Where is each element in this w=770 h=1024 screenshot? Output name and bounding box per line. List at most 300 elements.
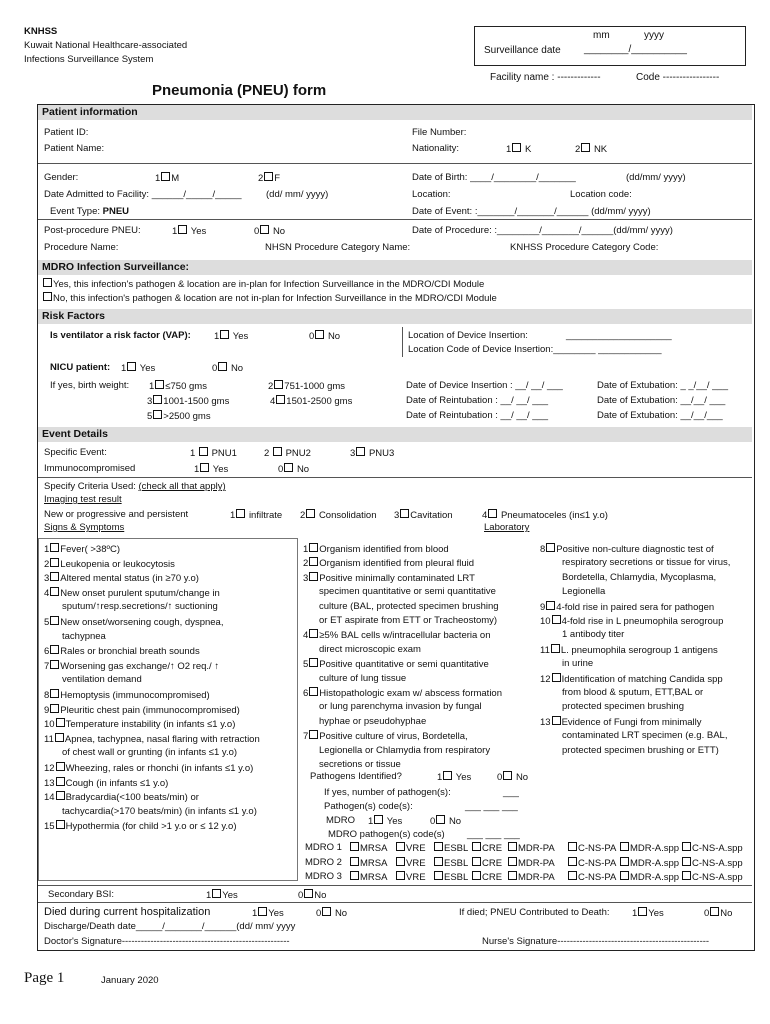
imaging-pneumatoceles-option[interactable]: 4 Pneumatoceles (in≤1 y.o): [482, 510, 608, 521]
list-item[interactable]: [44, 572, 199, 584]
mdro-option[interactable]: [395, 871, 426, 883]
nationality-label: Nationality:: [412, 143, 459, 154]
mdro-option[interactable]: [471, 857, 502, 869]
checkbox-icon: [218, 362, 227, 371]
list-item[interactable]: [303, 572, 475, 584]
date-extubation-1-field[interactable]: Date of Extubation: _ _/__/ ___: [597, 380, 728, 391]
checkbox-icon[interactable]: [309, 572, 318, 581]
new-progressive-label: New or progressive and persistent: [44, 509, 189, 520]
item-number: 12: [540, 673, 551, 685]
date-of-procedure-field[interactable]: Date of Procedure: :________/_______/______(dd/mm/ yyyy): [412, 225, 673, 236]
mdro-option[interactable]: [471, 842, 502, 854]
item-label: Hypothermia (for child >1 y.o or ≤ 12 y.o): [65, 821, 237, 833]
item-label: Altered mental status (in ≥70 y.o): [60, 573, 199, 585]
list-item: [62, 674, 142, 685]
item-number: 2: [303, 558, 309, 570]
list-item: [562, 572, 716, 583]
doctor-signature-field[interactable]: Doctor's Signature-----------------------------------------------------: [44, 936, 290, 947]
item-label: protected specimen brushing: [562, 701, 684, 713]
post-procedure-yes-option[interactable]: 1 Yes: [172, 226, 207, 237]
divider: [38, 885, 752, 886]
date-device-insertion-field[interactable]: Date of Device Insertion : __/ __/ ___: [406, 380, 563, 391]
list-item[interactable]: [540, 543, 714, 555]
list-item[interactable]: [540, 673, 723, 685]
died-label: Died during current hospitalization: [44, 906, 211, 918]
mdro-yes-option[interactable]: 1 Yes: [368, 816, 403, 827]
checkbox-icon: [273, 447, 282, 456]
mdro-no-option[interactable]: 0 No: [430, 816, 462, 827]
list-item: [562, 586, 605, 597]
item-number: 8: [44, 690, 50, 701]
list-item[interactable]: [44, 645, 200, 657]
list-item[interactable]: [44, 558, 175, 570]
mdro-option[interactable]: [619, 842, 679, 854]
checkbox-icon: [620, 857, 629, 866]
list-item[interactable]: [44, 777, 168, 789]
mdro-no-option[interactable]: No, this infection's pathogen & location are not in-plan for Infection Surveillance in the MDRO/CDI Module: [42, 292, 497, 304]
checkbox-icon[interactable]: [56, 777, 65, 786]
post-procedure-no-option[interactable]: 0 No: [254, 226, 286, 237]
procedure-name-field[interactable]: Procedure Name:: [44, 242, 119, 253]
item-label: Apnea, tachypnea, nasal flaring with retraction: [64, 733, 260, 745]
checkbox-icon: [260, 225, 269, 234]
list-item[interactable]: [44, 587, 220, 599]
checkbox-icon: [436, 815, 445, 824]
item-label: secretions or tissue: [319, 759, 401, 770]
checkbox-icon: [472, 871, 481, 880]
checkbox-icon[interactable]: [309, 687, 318, 696]
item-label: direct microscopic exam: [319, 643, 421, 655]
footer-date: January 2020: [101, 975, 159, 986]
section-patient-info: Patient information: [38, 105, 752, 120]
checkbox-icon: [638, 907, 647, 916]
section-risk-factors: Risk Factors: [38, 309, 752, 324]
checkbox-icon[interactable]: [50, 558, 59, 567]
checkbox-icon[interactable]: [551, 644, 560, 653]
checkbox-icon[interactable]: [55, 733, 64, 742]
checkbox-icon[interactable]: [552, 615, 561, 624]
mdro-codes-label: MDRO pathogen(s) code(s): [328, 829, 445, 840]
list-item: [562, 687, 703, 698]
checkbox-icon[interactable]: [50, 616, 59, 625]
pathogen-codes-label: Pathogen(s) code(s):: [324, 801, 413, 812]
mdro-option[interactable]: [433, 871, 468, 883]
item-label: Rales or bronchial breath sounds: [60, 646, 200, 658]
file-number-field[interactable]: File Number:: [412, 127, 467, 138]
laboratory-heading: Laboratory: [484, 522, 530, 533]
knhss-category-field[interactable]: KNHSS Procedure Category Code:: [510, 242, 659, 253]
list-item[interactable]: [540, 716, 702, 728]
nurse-signature-field[interactable]: Nurse's Signature------------------------------------------------: [482, 936, 710, 947]
pathogens-no-option[interactable]: 0 No: [497, 772, 529, 783]
item-label: 4-fold rise in paired sera for pathogen: [556, 601, 715, 613]
mdro-option-label: ESBL: [444, 872, 469, 883]
weight-option-1[interactable]: 1 ≤750 gms: [149, 381, 207, 392]
item-number: 13: [540, 716, 551, 728]
date-reintubation-1-field[interactable]: Date of Reintubation : __/ __/ ___: [406, 395, 549, 406]
item-label: ≥5% BAL cells w/intracellular bacteria on: [319, 630, 491, 642]
mdro-option[interactable]: [395, 857, 426, 869]
checkbox-icon[interactable]: [50, 660, 59, 669]
mdro-row-label: MDRO 3: [305, 871, 342, 882]
list-item[interactable]: [303, 543, 449, 555]
nationality-nk-option[interactable]: 2 NK: [575, 144, 608, 155]
list-item: [319, 673, 406, 684]
item-label: New onset purulent sputum/change in: [60, 587, 220, 599]
contributed-yes-option[interactable]: 1 Yes: [632, 908, 664, 919]
checkbox-icon[interactable]: [56, 762, 65, 771]
location-code-field[interactable]: Location code:: [570, 189, 632, 200]
divider: [38, 163, 752, 164]
item-label: Evidence of Fungi from minimally: [561, 716, 702, 728]
pathogen-codes-field[interactable]: ___ ___ ___: [465, 801, 518, 812]
mdro-option[interactable]: [619, 871, 679, 883]
bsi-yes-option[interactable]: 1 Yes: [206, 890, 238, 901]
checkbox-icon[interactable]: [552, 716, 561, 725]
nicu-no-option[interactable]: 0 No: [212, 363, 244, 374]
dob-field[interactable]: Date of Birth: ____/________/_______: [412, 172, 576, 183]
surv-date-field[interactable]: ________/__________: [584, 44, 687, 55]
list-item: [562, 730, 727, 741]
mdro-option[interactable]: [567, 857, 616, 869]
mdro-option-label: VRE: [406, 857, 426, 869]
list-item: [562, 745, 719, 756]
item-number: 13: [44, 777, 55, 789]
item-number: 10: [540, 616, 551, 627]
checkbox-icon: [682, 871, 691, 880]
mdro-option[interactable]: [433, 842, 468, 854]
vap-label: Is ventilator a risk factor (VAP):: [50, 330, 191, 341]
list-item[interactable]: [44, 718, 235, 730]
location-device-insertion-blank[interactable]: ____________________: [566, 330, 672, 341]
item-number: 8: [540, 544, 546, 555]
gender-label: Gender:: [44, 172, 79, 183]
list-item: [62, 631, 106, 642]
org-line2: Infections Surveillance System: [24, 54, 154, 65]
checkbox-icon: [155, 380, 164, 389]
checkbox-icon[interactable]: [309, 629, 318, 638]
checkbox-icon[interactable]: [309, 543, 318, 552]
date-reintubation-2-field[interactable]: Date of Reintubation : __/ __/ ___: [406, 410, 549, 421]
checkbox-icon: [472, 842, 481, 851]
surv-yyyy: yyyy: [644, 30, 664, 41]
mdro-option[interactable]: [507, 842, 555, 854]
checkbox-icon: [682, 842, 691, 851]
mdro-option-label: MRSA: [360, 872, 388, 883]
item-label: Legionella or Chlamydia from respiratory: [319, 744, 491, 756]
contributed-no-option[interactable]: 0 No: [704, 908, 733, 919]
list-item[interactable]: [44, 791, 199, 803]
list-item[interactable]: [303, 730, 468, 742]
mdro-option-label: ESBL: [444, 857, 469, 869]
checkbox-icon[interactable]: [552, 673, 561, 682]
patient-name-field[interactable]: Patient Name:: [44, 143, 105, 154]
nationality-k-option[interactable]: 1 K: [506, 144, 532, 155]
mdro-option[interactable]: [395, 842, 426, 854]
date-extubation-2-field[interactable]: Date of Extubation: __/__/ ___: [597, 395, 726, 406]
died-yes-option[interactable]: 1 Yes: [252, 908, 284, 919]
org-short: KNHSS: [24, 26, 58, 37]
checkbox-icon[interactable]: [50, 543, 59, 552]
list-item[interactable]: [44, 820, 237, 832]
checkbox-icon: [508, 857, 517, 866]
dob-format: (dd/mm/ yyyy): [626, 172, 686, 183]
criteria-label: Specify Criteria Used: (check all that apply): [44, 481, 226, 492]
item-label: Wheezing, rales or rhonchi (in infants ≤1 y.o): [65, 763, 254, 774]
form-title: Pneumonia (PNEU) form: [152, 82, 327, 99]
list-item: [562, 658, 593, 669]
checkbox-icon[interactable]: [546, 543, 555, 552]
pathogens-identified-label: Pathogens Identified?: [310, 771, 402, 782]
mdro-option[interactable]: [681, 857, 743, 869]
checkbox-icon: [682, 857, 691, 866]
item-label: culture of lung tissue: [319, 672, 407, 684]
item-number: 11: [44, 733, 54, 745]
checkbox-icon: [508, 842, 517, 851]
list-item: [319, 759, 401, 770]
item-label: L. pneumophila serogroup 1 antigens: [560, 644, 718, 656]
checkbox-icon[interactable]: [50, 645, 59, 654]
list-item[interactable]: [44, 660, 219, 672]
item-label: tachycardia(>170 beats/min) (in infants ≤1 y.o): [62, 805, 257, 817]
nhsn-category-field[interactable]: NHSN Procedure Category Name:: [265, 242, 411, 253]
list-item[interactable]: [44, 543, 120, 555]
item-label: protected specimen brushing or ETT): [562, 744, 719, 756]
item-number: 5: [44, 617, 50, 628]
item-label: contaminated LRT specimen (e.g. BAL,: [562, 730, 728, 742]
item-label: culture (BAL, protected specimen brushing: [319, 600, 499, 612]
mdro-option[interactable]: [349, 871, 387, 883]
list-item[interactable]: [44, 689, 210, 701]
mdro-option-label: C-NS-PA: [578, 843, 617, 854]
list-item[interactable]: [303, 629, 491, 641]
list-item[interactable]: [540, 644, 718, 656]
checkbox-icon: [127, 362, 136, 371]
location-code-device-insertion-field[interactable]: Location Code of Device Insertion:________ ____________: [408, 344, 662, 355]
list-item[interactable]: [303, 557, 474, 569]
mdro-option-label: MDR-PA: [518, 843, 555, 854]
mdro-option[interactable]: [507, 857, 555, 869]
checkbox-icon: [350, 842, 359, 851]
checkbox-icon[interactable]: [309, 730, 318, 739]
checkbox-icon: [220, 330, 229, 339]
divider: [38, 219, 752, 220]
imaging-heading: Imaging test result: [44, 494, 122, 505]
checkbox-icon: [710, 907, 719, 916]
immuno-yes-option[interactable]: 1 Yes: [194, 464, 229, 475]
mdro-option-label: ESBL: [444, 843, 469, 854]
mdro-option[interactable]: [507, 871, 555, 883]
gender-f-option[interactable]: 2 F: [258, 173, 281, 184]
mdro-option-label: MDR-PA: [518, 872, 555, 883]
mdro-yes-option[interactable]: Yes, this infection's pathogen & location are in-plan for Infection Surveillance in the MDRO/CDI Module: [42, 278, 484, 290]
vap-yes-option[interactable]: 1 Yes: [214, 331, 249, 342]
list-item: [319, 615, 497, 626]
mdro-option[interactable]: [349, 842, 387, 854]
mdro-option-label: MDR-A.spp: [630, 857, 680, 869]
event-type: Event Type: PNEU: [50, 206, 130, 217]
list-item: [562, 701, 684, 712]
mdro-option-label: C-NS-A.spp: [692, 843, 743, 854]
mdro-label: MDRO: [326, 815, 356, 826]
item-label: from blood & sputum, ETT,BAL or: [562, 687, 704, 698]
mdro-option[interactable]: [619, 857, 679, 869]
mdro-option-label: C-NS-A.spp: [692, 857, 743, 869]
list-item[interactable]: [44, 762, 253, 774]
mdro-option-label: C-NS-PA: [578, 872, 617, 883]
surv-mm: mm: [593, 30, 610, 41]
checkbox-icon: [568, 871, 577, 880]
item-label: Bordetella, Chlamydia, Mycoplasma,: [562, 571, 717, 583]
weight-option-4[interactable]: 4 1501-2500 gms: [270, 396, 353, 407]
list-item[interactable]: [44, 616, 223, 628]
checkbox-icon: [199, 447, 208, 456]
imaging-infiltrate-option[interactable]: 1 infiltrate: [230, 510, 283, 521]
mdro-option[interactable]: [471, 871, 502, 883]
checkbox-icon[interactable]: [56, 791, 65, 800]
weight-option-5[interactable]: 5 >2500 gms: [147, 411, 211, 422]
checkbox-icon[interactable]: [56, 820, 65, 829]
list-item[interactable]: [303, 658, 489, 670]
checkbox-icon[interactable]: [309, 557, 318, 566]
item-number: 3: [44, 573, 50, 585]
item-label: Positive minimally contaminated LRT: [319, 572, 475, 584]
mdro-option-label: MRSA: [360, 843, 388, 854]
item-label: in urine: [562, 658, 594, 670]
died-no-option[interactable]: 0 No: [316, 908, 348, 919]
pathogen-count-field[interactable]: ___: [503, 787, 519, 798]
checkbox-icon: [306, 509, 315, 518]
checkbox-icon: [620, 842, 629, 851]
checkbox-icon: [374, 815, 383, 824]
list-item: [62, 601, 218, 612]
mdro-option[interactable]: [567, 842, 616, 854]
item-number: 1: [303, 544, 309, 555]
checkbox-icon: [356, 447, 365, 456]
item-number: 4: [303, 630, 309, 642]
mdro-row-label: MDRO 2: [305, 856, 342, 868]
vap-no-option[interactable]: 0 No: [309, 331, 341, 342]
date-extubation-3-field[interactable]: Date of Extubation: __/__/___: [597, 410, 723, 421]
item-label: respiratory secretions or tissue for virus,: [562, 557, 731, 569]
checkbox-icon: [161, 172, 170, 181]
checkbox-icon: [350, 871, 359, 880]
item-label: Leukopenia or leukocytosis: [60, 558, 175, 570]
checkbox-icon[interactable]: [546, 601, 555, 610]
gender-m-option[interactable]: 1 M: [155, 173, 180, 184]
item-number: 10: [44, 719, 55, 731]
imaging-cavitation-option[interactable]: 3 Cavitation: [394, 510, 453, 521]
item-number: 6: [44, 646, 50, 658]
item-label: 4-fold rise in L pneumophila serogroup: [561, 616, 724, 627]
pnu2-option[interactable]: 2 PNU2: [264, 448, 311, 459]
item-label: Fever( >38ºC): [60, 544, 120, 555]
checkbox-icon: [396, 842, 405, 851]
checkbox-icon: [43, 292, 52, 301]
checkbox-icon[interactable]: [50, 689, 59, 698]
mdro-option[interactable]: [349, 857, 387, 869]
bsi-no-option[interactable]: 0 No: [298, 890, 327, 901]
pnu1-option[interactable]: 1 PNU1: [190, 448, 237, 459]
checkbox-icon: [434, 871, 443, 880]
mdro-option-label: CRE: [482, 857, 503, 869]
mdro-option-label: MDR-A.spp: [630, 843, 680, 854]
mdro-option-label: C-NS-PA: [578, 857, 617, 869]
item-label: Organism identified from blood: [319, 544, 449, 555]
item-number: 11: [540, 644, 550, 656]
facility-name-field[interactable]: Facility name : -------------: [490, 72, 601, 83]
pnu3-option[interactable]: 3 PNU3: [350, 448, 395, 459]
mdro-option-label: CRE: [482, 872, 503, 883]
immuno-no-option[interactable]: 0 No: [278, 464, 310, 475]
item-number: 7: [44, 660, 50, 672]
item-number: 4: [44, 587, 50, 599]
list-item[interactable]: [44, 704, 240, 716]
checkbox-icon: [434, 857, 443, 866]
checkbox-icon[interactable]: [50, 587, 59, 596]
date-of-event-field[interactable]: Date of Event: :_______/_______/______ (dd/mm/ yyyy): [412, 206, 651, 217]
immunocompromised-label: Immunocompromised: [44, 463, 136, 474]
checkbox-icon[interactable]: [309, 658, 318, 667]
weight-option-3[interactable]: 3 1001-1500 gms: [147, 396, 230, 407]
checkbox-icon: [153, 395, 162, 404]
checkbox-icon: [472, 857, 481, 866]
checkbox-icon: [443, 771, 452, 780]
mdro-option[interactable]: [567, 871, 616, 883]
mdro-option[interactable]: [681, 842, 743, 854]
patient-id-field[interactable]: Patient ID:: [44, 127, 89, 138]
list-item: [319, 601, 499, 612]
checkbox-icon: [43, 278, 52, 287]
list-item[interactable]: [44, 733, 260, 745]
item-number: 7: [303, 731, 309, 743]
list-item[interactable]: [540, 615, 723, 627]
checkbox-icon: [512, 143, 521, 152]
mdro-option[interactable]: [433, 857, 468, 869]
item-label: Worsening gas exchange/↑ O2 req./ ↑: [60, 660, 220, 672]
checkbox-icon[interactable]: [50, 704, 59, 713]
mdro-option[interactable]: [681, 871, 743, 883]
weight-option-2[interactable]: 2 751-1000 gms: [268, 381, 346, 392]
divider: [38, 902, 752, 903]
item-label: Organism identified from pleural fluid: [319, 558, 475, 570]
checkbox-icon: [488, 509, 497, 518]
imaging-consolidation-option[interactable]: 2 Consolidation: [300, 510, 377, 521]
nicu-yes-option[interactable]: 1 Yes: [121, 363, 156, 374]
location-field[interactable]: Location:: [412, 189, 451, 200]
location-device-insertion-field[interactable]: Location of Device Insertion:: [408, 330, 528, 341]
item-label: Histopathologic exam w/ abscess formation: [319, 688, 502, 699]
item-label: sputum/↑resp.secretions/↑ suctioning: [62, 601, 218, 613]
date-admitted-field[interactable]: Date Admitted to Facility: ______/_____/_____: [44, 189, 242, 200]
code-field[interactable]: Code -----------------: [636, 72, 720, 83]
pathogens-yes-option[interactable]: 1 Yes: [437, 772, 472, 783]
checkbox-icon: [568, 842, 577, 851]
checkbox-icon[interactable]: [50, 572, 59, 581]
discharge-date-field[interactable]: Discharge/Death date_____/_______/______(dd/ mm/ yyyy: [44, 921, 296, 932]
mdro-codes-field[interactable]: ___ ___ ___: [467, 829, 520, 840]
checkbox-icon: [434, 842, 443, 851]
item-number: 14: [44, 792, 55, 804]
mdro-option-label: C-NS-A.spp: [692, 872, 743, 883]
list-item[interactable]: [540, 601, 714, 613]
checkbox-icon: [396, 871, 405, 880]
checkbox-icon[interactable]: [56, 718, 65, 727]
item-label: New onset/worsening cough, dyspnea,: [60, 617, 224, 628]
list-item[interactable]: [303, 687, 502, 699]
checkbox-icon: [350, 857, 359, 866]
item-label: ventilation demand: [62, 674, 142, 686]
